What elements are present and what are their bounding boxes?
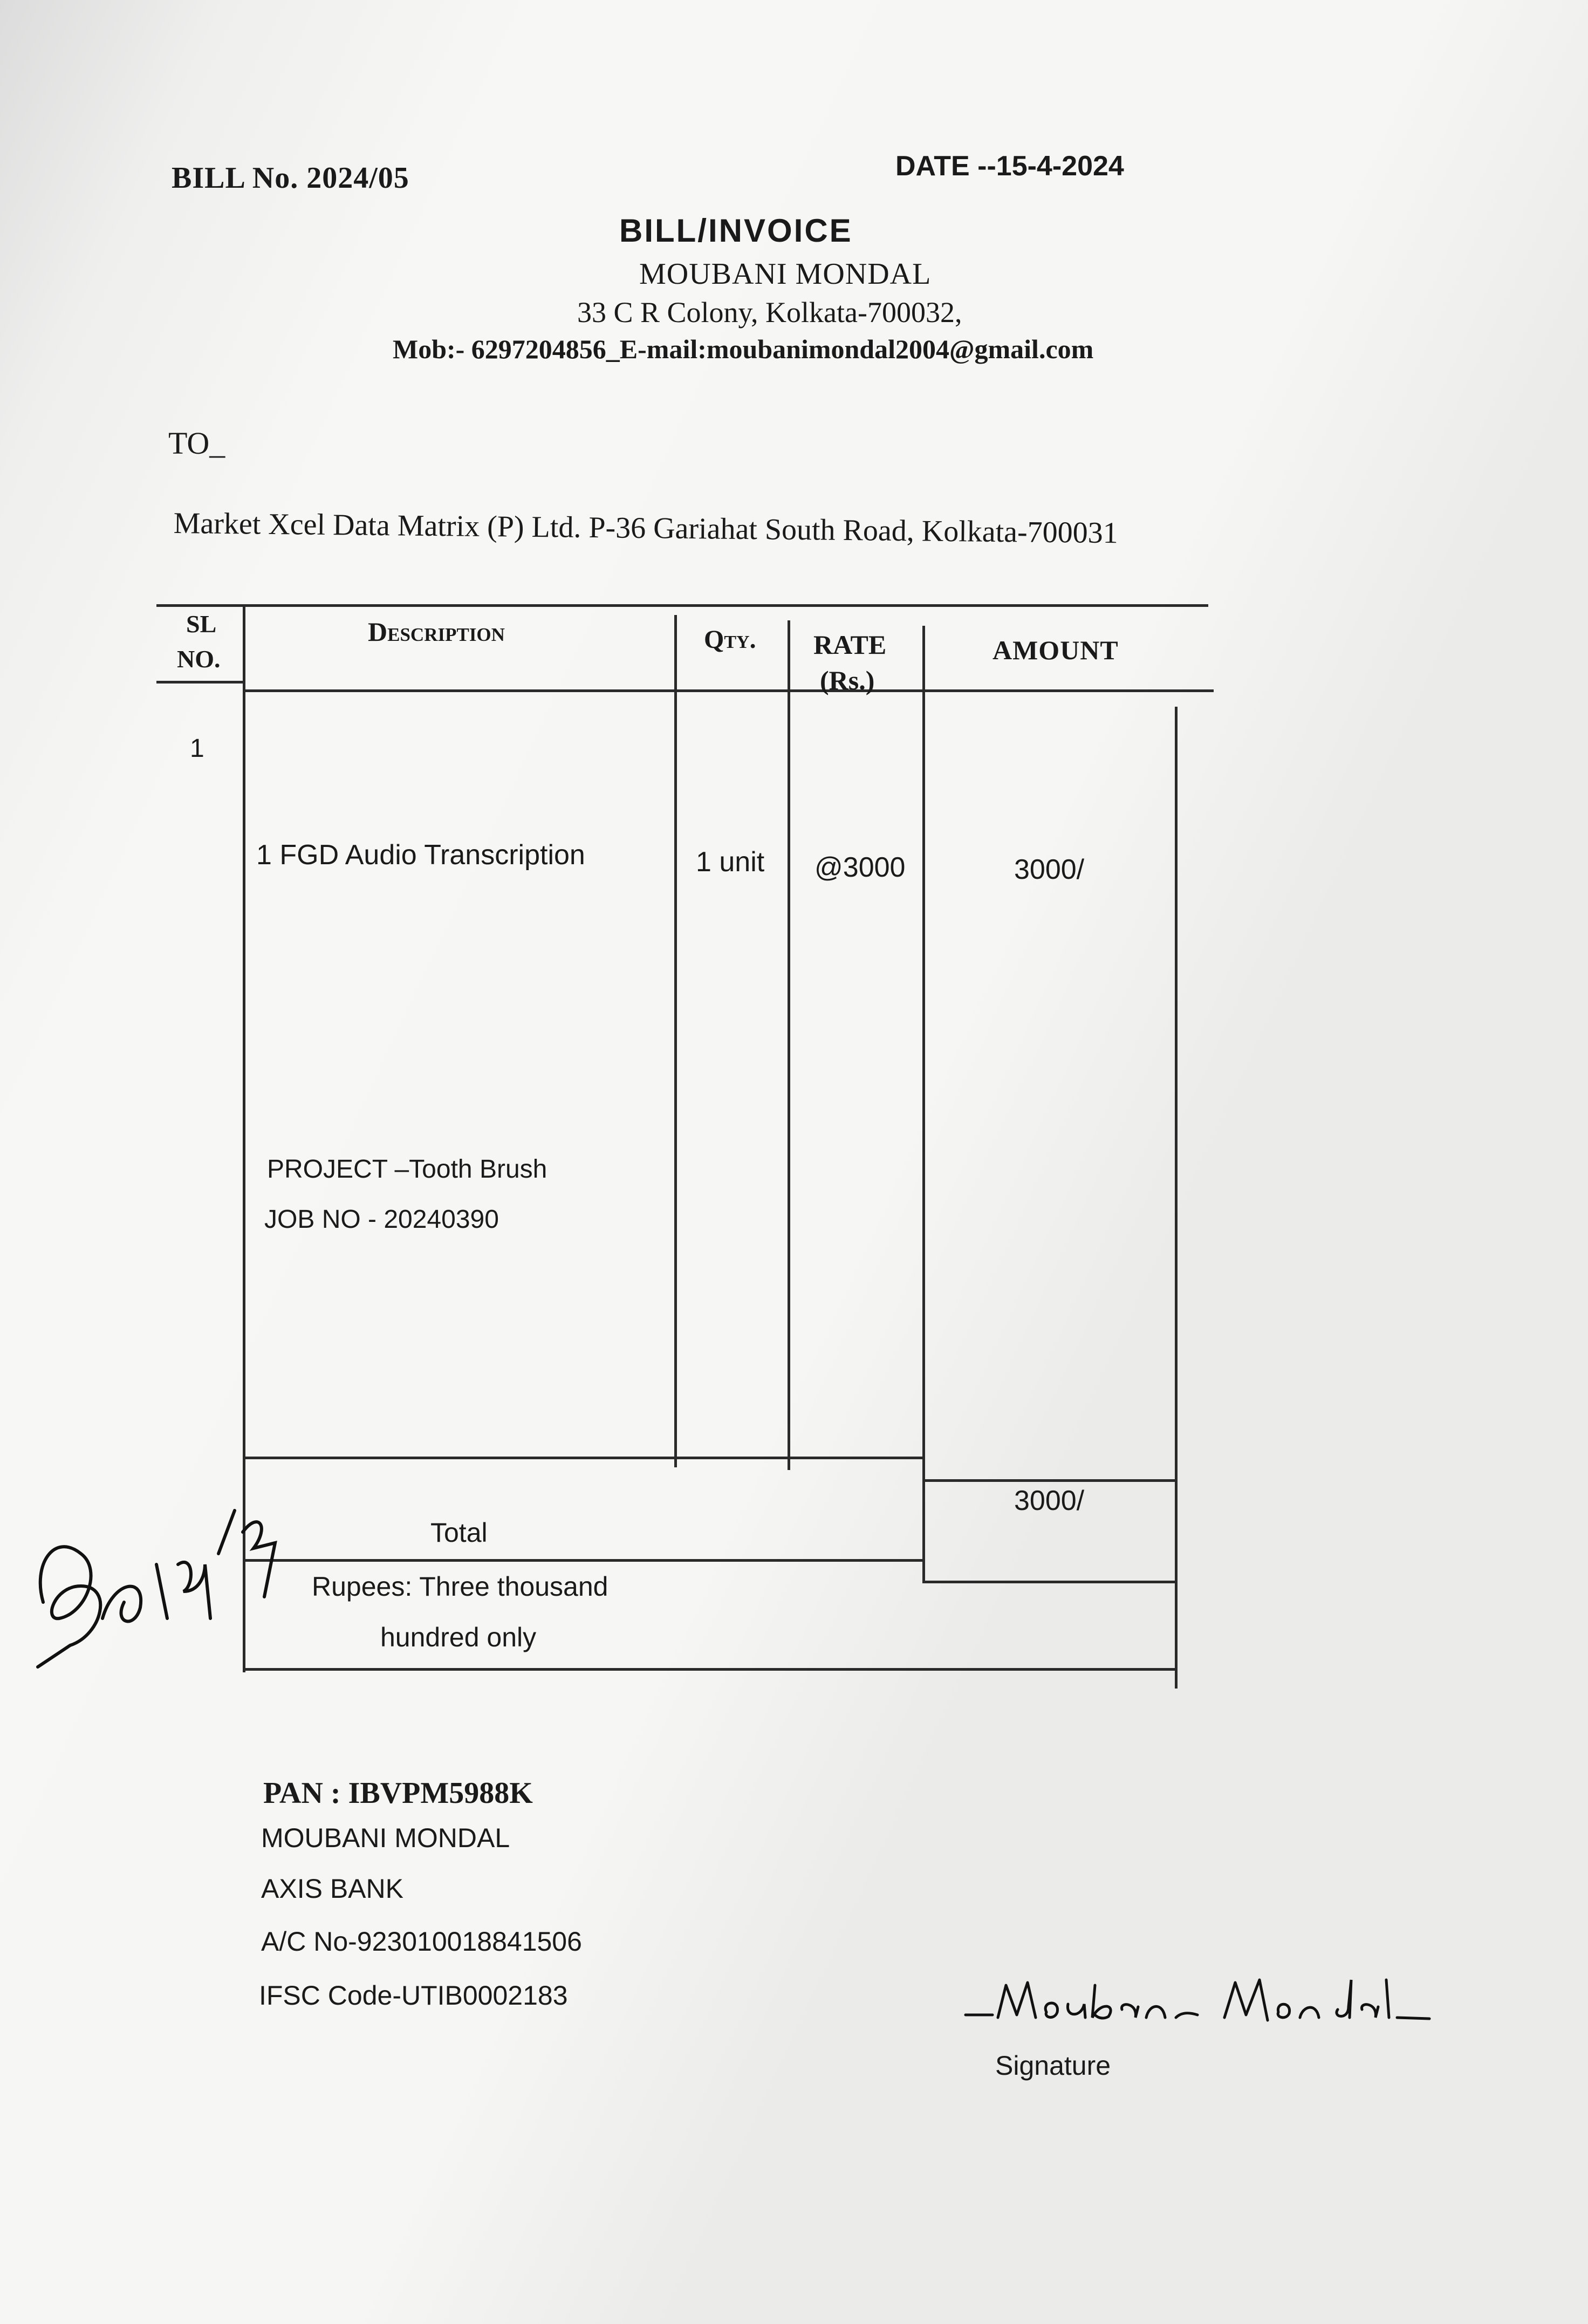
recipient-address: Market Xcel Data Matrix (P) Ltd. P-36 Gariahat South Road, Kolkata-700031 <box>173 506 1119 550</box>
account-number: A/C No-923010018841506 <box>261 1926 582 1957</box>
issuer-name: MOUBANI MONDAL <box>639 257 932 291</box>
row-qty: 1 unit <box>696 846 765 878</box>
bank-name: AXIS BANK <box>261 1874 403 1904</box>
ifsc-code: IFSC Code-UTIB0002183 <box>259 1980 568 2011</box>
rows-bottom-border <box>243 1457 922 1459</box>
header-bottom-border-sl <box>156 681 243 683</box>
document-title: BILL/INVOICE <box>619 213 853 249</box>
table-top-border <box>156 604 1208 607</box>
issuer-contact: Mob:- 6297204856_E-mail:moubanimondal2004@gmail.com <box>393 334 1094 364</box>
total-amount-bottom-border <box>922 1581 1176 1583</box>
amount-in-words-line1: Rupees: Three thousand <box>312 1571 608 1602</box>
project-line: PROJECT –Tooth Brush <box>267 1155 547 1184</box>
col-divider-qty <box>788 620 790 1470</box>
total-bottom-border <box>245 1559 922 1562</box>
total-label: Total <box>430 1518 488 1548</box>
received-initials-scribble <box>22 1457 302 1672</box>
row-amount: 3000/ <box>1014 854 1085 885</box>
amount-in-words-line2: hundred only <box>380 1622 537 1652</box>
header-no: NO. <box>177 645 221 673</box>
table-right-border <box>1175 707 1178 1689</box>
header-amount: AMOUNT <box>992 635 1119 665</box>
to-label: TO_ <box>168 426 225 461</box>
row-rate: @3000 <box>814 852 906 883</box>
signature-label: Signature <box>995 2050 1111 2081</box>
header-sl: SL <box>186 610 217 638</box>
total-amount: 3000/ <box>1014 1485 1085 1516</box>
row-description: 1 FGD Audio Transcription <box>256 839 585 871</box>
amount-bottom-border <box>922 1479 1176 1482</box>
issuer-address: 33 C R Colony, Kolkata-700032, <box>577 296 962 329</box>
handwritten-signature <box>960 1964 1435 2045</box>
row-sl-no: 1 <box>190 734 204 763</box>
bill-number: BILL No. 2024/05 <box>172 161 409 195</box>
bill-date: DATE --15-4-2024 <box>895 151 1124 182</box>
header-bottom-border <box>243 689 1214 692</box>
job-number-line: JOB NO - 20240390 <box>264 1205 499 1234</box>
header-description: Description <box>368 617 505 647</box>
header-rate-unit: (Rs.) <box>820 665 875 695</box>
header-rate: RATE <box>813 630 887 660</box>
account-holder-name: MOUBANI MONDAL <box>261 1823 510 1853</box>
pan-number: PAN : IBVPM5988K <box>263 1776 533 1810</box>
header-qty: Qty. <box>704 625 756 654</box>
col-divider-rate <box>922 626 925 1581</box>
table-bottom-border <box>245 1668 1176 1671</box>
col-divider-desc <box>674 615 677 1467</box>
